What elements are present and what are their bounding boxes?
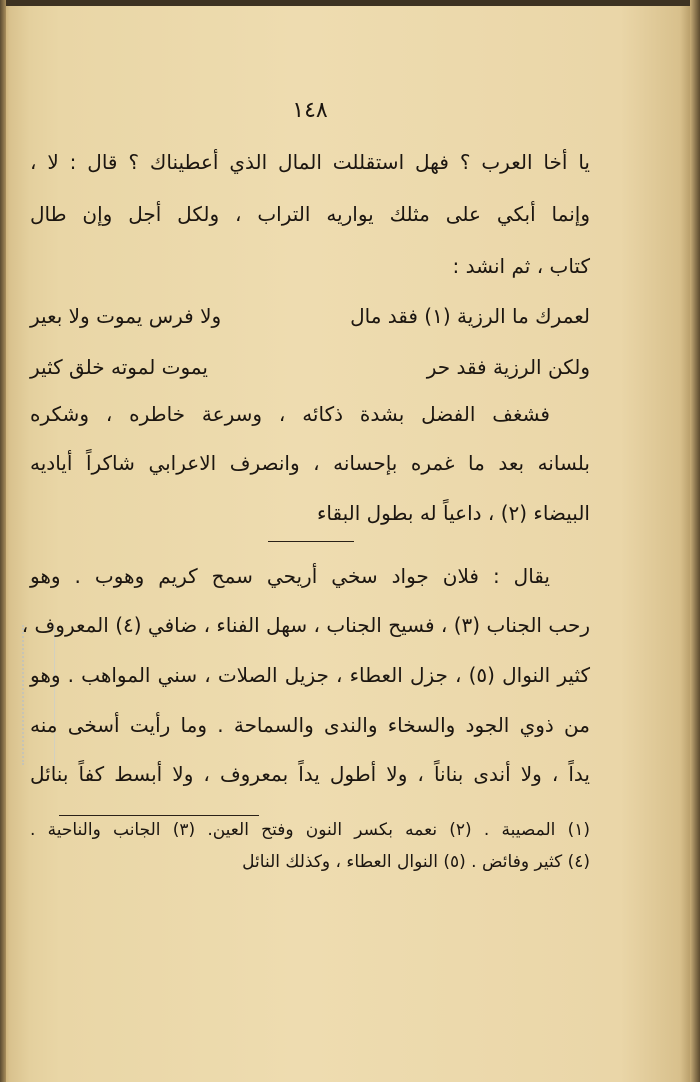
book-spine-edge xyxy=(0,0,6,1082)
continuation-line: البيضاء (٢) ، داعياً له بطول البقاء xyxy=(316,501,590,525)
verse-line xyxy=(30,352,590,382)
body-line: وإنما أبكي على مثلك يواريه التراب ، ولكل أجل وإن طال xyxy=(30,202,590,226)
section-line: يداً ، ولا أندى بناناً ، ولا أطول يداً بمعروف ، ولا أبسط كفاً بنائل xyxy=(30,762,590,786)
continuation-line: بلسانه بعد ما غمره بإحسانه ، وانصرف الاعرابي شاكراً أياديه xyxy=(30,451,590,475)
page-text-block xyxy=(21,90,590,890)
scan-top-edge xyxy=(0,0,700,6)
verse-first-hemistich: لعمرك ما الرزية (١) فقد مال xyxy=(350,304,590,328)
body-line: كتاب ، ثم انشد : xyxy=(452,254,590,278)
footnote-line: (٤) كثير وفائض . (٥) النوال العطاء ، وكذلك النائل xyxy=(242,852,590,872)
section-line: كثير النوال (٥) ، جزل العطاء ، جزيل الصلات ، سني المواهب . وهو xyxy=(30,663,590,687)
page-right-edge xyxy=(690,0,700,1082)
section-line: من ذوي الجود والسخاء والندى والسماحة . وما رأيت أسخى منه xyxy=(30,713,590,737)
footnote-line: (١) المصيبة . (٢) نعمه بكسر النون وفتح العين. (٣) الجانب والناحية . xyxy=(30,820,590,840)
verse-first-hemistich: ولكن الرزية فقد حر xyxy=(426,355,590,379)
body-line: يا أخا العرب ؟ فهل استقللت المال الذي أعطيناك ؟ قال : لا ، xyxy=(30,150,590,174)
section-line: رحب الجناب (٣) ، فسيح الجناب ، سهل الفناء ، ضافي (٤) المعروف ، xyxy=(21,613,590,637)
verse-second-hemistich: ولا فرس يموت ولا بعير xyxy=(30,304,222,328)
verse-second-hemistich: يموت لموته خلق كثير xyxy=(30,355,208,379)
verse-line xyxy=(30,301,590,331)
section-line: يقال : فلان جواد سخي أريحي سمح كريم وهوب . وهو xyxy=(30,564,550,588)
page-number: ١٤٨ xyxy=(292,98,328,123)
footnote-rule xyxy=(59,815,259,816)
continuation-line: فشغف الفضل بشدة ذكائه ، وسرعة خاطره ، وشكره xyxy=(30,402,550,426)
section-divider xyxy=(268,541,354,542)
